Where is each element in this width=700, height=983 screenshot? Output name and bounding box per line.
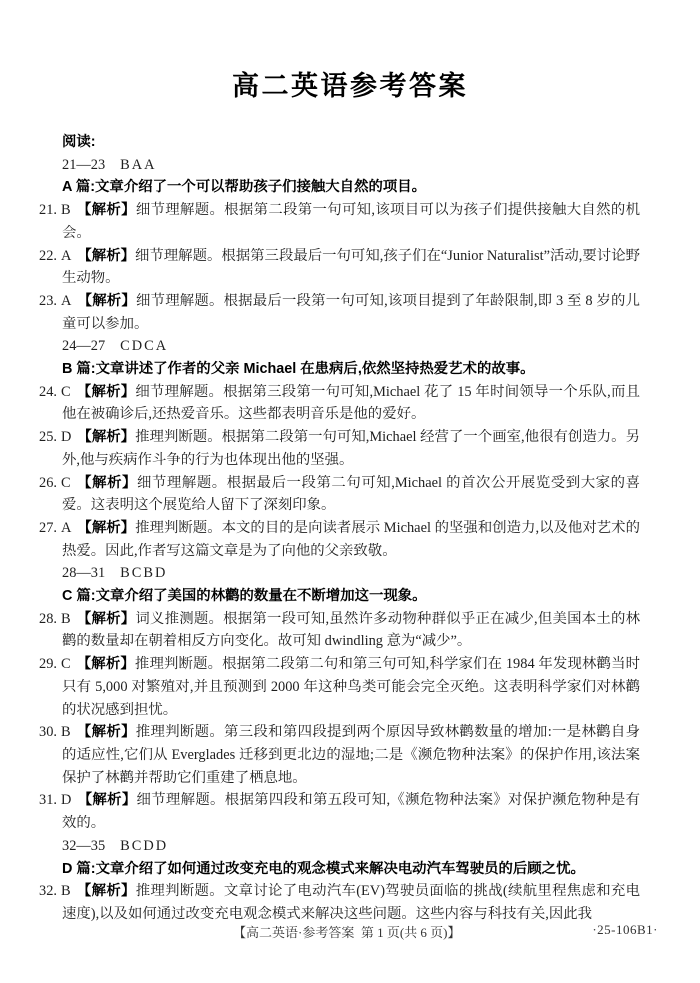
analysis-tag: 【解析】 [77, 247, 135, 264]
answer-letter: C [61, 474, 71, 491]
answer-range: 32—35 [62, 837, 106, 854]
analysis-tag: 【解析】 [76, 202, 136, 219]
question-number: 26. [39, 474, 57, 491]
answer-letter: C [61, 656, 71, 673]
question-number: 24. [39, 383, 57, 400]
page-footer [0, 922, 700, 944]
explanation-item [39, 426, 640, 471]
analysis-tag: 【解析】 [76, 610, 136, 627]
answer-range: 21—23 [62, 156, 106, 173]
explanation-text: 推理判断题。文章讨论了电动汽车(EV)驾驶员面临的挑战(续航里程焦虑和充电速度),以及如何通过改变充电观念模式来解决这些问题。这些内容与科技有关,因此我 [62, 883, 640, 922]
answer-letter: A [61, 519, 72, 536]
explanation-item [39, 721, 640, 789]
analysis-tag: 【解析】 [76, 883, 136, 900]
analysis-tag: 【解析】 [76, 724, 136, 741]
answer-letter: D [61, 429, 72, 446]
section-heading: 阅读: [62, 134, 96, 150]
answer-letter: B [61, 724, 71, 741]
answer-key-line [62, 335, 640, 358]
explanation-text: 词义推测题。根据第一段可知,虽然许多动物种群似乎正在减少,但美国本土的林鹳的数量却在朝着相反方向变化。故可知 dwindling 意为“减少”。 [62, 610, 640, 650]
explanation-text: 细节理解题。根据最后一段第一句可知,该项目提到了年龄限制,即 3 至 8 岁的儿童可以参加。 [62, 292, 640, 332]
explanation-item [39, 472, 640, 517]
analysis-tag: 【解析】 [76, 474, 137, 491]
question-number: 31. [39, 792, 57, 809]
explanation-text: 细节理解题。根据第三段第一句可知,Michael 花了 15 年时间领导一个乐队,而且他在被确诊后,还热爱音乐。这些都表明音乐是他的爱好。 [62, 383, 640, 423]
question-number: 30. [39, 724, 57, 741]
question-number: 25. [39, 429, 57, 446]
answer-letter: D [61, 792, 72, 809]
answer-letter: B [61, 202, 71, 219]
explanation-text: 推理判断题。本文的目的是向读者展示 Michael 的坚强和创造力,以及他对艺术的热爱。因此,作者写这篇文章是为了向他的父亲致敬。 [62, 519, 640, 559]
analysis-tag: 【解析】 [77, 519, 136, 536]
question-number: 27. [39, 519, 57, 536]
explanation-text: 推理判断题。根据第二段第一句可知,Michael 经营了一个画室,他很有创造力。另外,他与疾病作斗争的行为也体现出他的坚强。 [62, 429, 640, 468]
answer-letter: A [61, 292, 72, 309]
passage-summary: B 篇:文章讲述了作者的父亲 Michael 在患病后,依然坚持热爱艺术的故事。 [62, 361, 535, 378]
answer-letters: BCBD [120, 565, 168, 582]
explanation-item [39, 517, 640, 562]
explanation-text: 细节理解题。根据第二段第一句可知,该项目可以为孩子们提供接触大自然的机会。 [62, 202, 640, 241]
question-number: 28. [39, 610, 57, 627]
explanation-item [39, 880, 640, 925]
answer-range: 24—27 [62, 338, 106, 355]
explanation-item [39, 290, 640, 335]
explanation-text: 推理判断题。根据第二段第二句和第三句可知,科学家们在 1984 年发现林鹳当时只有 5,000 对繁殖对,并且预测到 2000 年这种鸟类可能会完全灭绝。这表明科学家们对林鹳的状况感到担忧。 [62, 656, 640, 718]
answer-letter: B [61, 610, 71, 627]
analysis-tag: 【解析】 [77, 292, 136, 309]
explanation-text: 细节理解题。根据第四段和第五段可知,《濒危物种法案》对保护濒危物种是有效的。 [62, 792, 640, 832]
explanation-item [39, 789, 640, 834]
question-number: 29. [39, 656, 57, 673]
answer-key-line [62, 562, 640, 585]
analysis-tag: 【解析】 [76, 383, 136, 400]
answer-letters: CDCA [120, 338, 169, 355]
explanation-item [39, 381, 640, 426]
question-number: 32. [39, 883, 57, 900]
answer-letter: A [61, 247, 72, 264]
question-number: 21. [39, 202, 57, 219]
explanation-item [39, 199, 640, 244]
analysis-tag: 【解析】 [76, 656, 135, 673]
document-body [39, 131, 640, 926]
answer-key-line [62, 154, 640, 177]
question-number: 22. [39, 247, 57, 264]
answer-letter: C [61, 383, 71, 400]
answer-letters: BAA [120, 156, 157, 173]
footer-page-info: 【高二英语·参考答案 第 1 页(共 6 页)】 [233, 925, 461, 940]
explanation-item [39, 608, 640, 653]
explanation-text: 细节理解题。根据第三段最后一句可知,孩子们在“Junior Naturalist”活动,要讨论野生动物。 [62, 247, 640, 287]
answer-range: 28—31 [62, 565, 106, 582]
passage-summary: A 篇:文章介绍了一个可以帮助孩子们接触大自然的项目。 [62, 179, 427, 196]
explanation-text: 推理判断题。第三段和第四段提到两个原因导致林鹳数量的增加:一是林鹳自身的适应性,它们从 Everglades 迁移到更北边的湿地;二是《濒危物种法案》的保护作用,该法案保护了林鹳并帮助它们重建了栖息地。 [62, 724, 640, 786]
explanation-text: 细节理解题。根据最后一段第二句可知,Michael 的首次公开展览受到大家的喜爱。这表明这个展览给人留下了深刻印象。 [62, 474, 640, 514]
question-number: 23. [39, 292, 57, 309]
passage-summary: C 篇:文章介绍了美国的林鹳的数量在不断增加这一现象。 [62, 588, 427, 605]
explanation-item [39, 245, 640, 290]
answer-letter: B [61, 883, 71, 900]
answer-key-line [62, 835, 640, 858]
passage-summary: D 篇:文章介绍了如何通过改变充电的观念模式来解决电动汽车驾驶员的后顾之忧。 [62, 860, 585, 877]
footer-paper-code: ·25-106B1· [592, 922, 658, 937]
analysis-tag: 【解析】 [77, 792, 137, 809]
analysis-tag: 【解析】 [77, 429, 136, 446]
explanation-item [39, 653, 640, 721]
document-title: 高二英语参考答案 [232, 71, 468, 101]
answer-letters: BCDD [120, 837, 169, 854]
